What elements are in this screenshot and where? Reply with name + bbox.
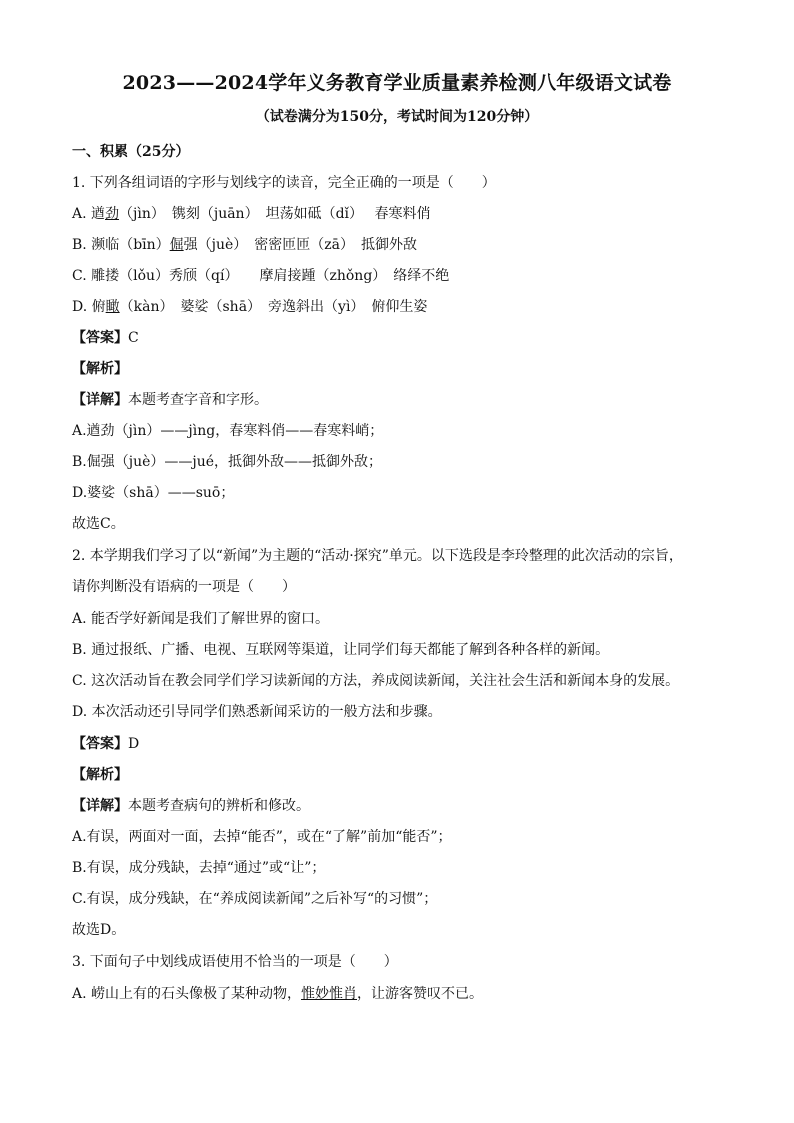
q1-stem: 1. 下列各组词语的字形与划线字的读音，完全正确的一项是（ ） [72, 175, 496, 191]
q1-explanation-a: A.遒劲（jìn）——jìng，春寒料俏——春寒料峭； [72, 423, 384, 439]
q3-option-a-rest: ，让游客赞叹不已。 [357, 986, 484, 1002]
q3-option-a [72, 983, 483, 1003]
q2-detail-text: 本题考查病句的辨析和修改。 [128, 798, 310, 814]
q1-answer [72, 327, 139, 347]
q3-option-a-idiom: 惟妙惟肖 [301, 986, 358, 1002]
q1-answer-value: C [128, 330, 139, 346]
q1-option-d-underlined: 瞰 [105, 299, 120, 315]
q2-option-a: A. 能否学好新闻是我们了解世界的窗口。 [72, 611, 330, 627]
q3-option-a-prefix: A. 崂山上有的石头像极了某种动物， [72, 986, 302, 1002]
q1-option-b-underlined: 倔 [169, 237, 184, 253]
q1-option-a-rest: （jìn） 镌刻（juān） 坦荡如砥（dǐ） 春寒料俏 [119, 206, 431, 222]
q2-answer [72, 733, 139, 753]
q1-explanation-b: B.倔强（juè）——jué，抵御外敌——抵御外敌； [72, 454, 383, 470]
q3-stem: 3. 下面句子中划线成语使用不恰当的一项是（ ） [72, 954, 398, 970]
q1-option-a-prefix: A. 遒 [72, 206, 106, 222]
q1-option-a-underlined: 劲 [105, 206, 120, 222]
q2-option-c: C. 这次活动旨在教会同学们学习读新闻的方法，养成阅读新闻，关注社会生活和新闻本身的发展。 [72, 673, 680, 689]
q1-option-d-prefix: D. 俯 [72, 299, 106, 315]
q1-option-b [72, 234, 417, 254]
q2-answer-tag: 【答案】 [72, 736, 128, 752]
q1-option-d-rest: （kàn） 婆娑（shā） 旁逸斜出（yì） 俯仰生姿 [119, 299, 428, 315]
q1-conclusion: 故选C。 [72, 516, 125, 532]
q2-option-b: B. 通过报纸、广播、电视、互联网等渠道，让同学们每天都能了解到各种各样的新闻。 [72, 642, 610, 658]
q2-explanation-a: A.有误，两面对一面，去掉“能否”，或在“了解”前加“能否”； [72, 829, 452, 845]
exam-title: 2023——2024学年义务教育学业质量素养检测八年级语文试卷 [122, 72, 672, 94]
q1-option-b-rest: 强（juè） 密密匝匝（zā） 抵御外敌 [183, 237, 418, 253]
q1-option-c: C. 雕搂（lǒu）秀颀（qí） 摩肩接踵（zhǒng） 络绎不绝 [72, 268, 450, 284]
q1-detail-text: 本题考查字音和字形。 [128, 392, 268, 408]
q2-detail-tag: 【详解】 [72, 798, 128, 814]
q1-detail-tag: 【详解】 [72, 392, 128, 408]
q2-option-d: D. 本次活动还引导同学们熟悉新闻采访的一般方法和步骤。 [72, 704, 442, 720]
q2-explanation-c: C.有误，成分残缺，在“养成阅读新闻”之后补写“的习惯”； [72, 891, 438, 907]
q2-answer-value: D [128, 736, 140, 752]
q2-stem-line2: 请你判断没有语病的一项是（ ） [72, 579, 296, 595]
q2-stem-line1: 2. 本学期我们学习了以“新闻”为主题的“活动·探究”单元。以下选段是李玲整理的此次活动的宗旨， [72, 548, 683, 564]
q1-option-b-prefix: B. 濒临（bīn） [72, 237, 170, 253]
section-heading: 一、积累（25分） [72, 144, 190, 160]
q2-analysis-tag: 【解析】 [72, 767, 128, 783]
q1-option-a [72, 203, 430, 223]
q1-explanation-d: D.婆娑（shā）——suō； [72, 485, 235, 501]
q1-analysis-tag: 【解析】 [72, 361, 128, 377]
q2-detail [72, 795, 310, 815]
exam-subtitle: （试卷满分为150分，考试时间为120分钟） [255, 109, 539, 125]
q2-conclusion: 故选D。 [72, 922, 126, 938]
q1-answer-tag: 【答案】 [72, 330, 128, 346]
q1-option-d [72, 296, 427, 316]
q2-explanation-b: B.有误，成分残缺，去掉“通过”或“让”； [72, 860, 326, 876]
q1-detail [72, 389, 268, 409]
